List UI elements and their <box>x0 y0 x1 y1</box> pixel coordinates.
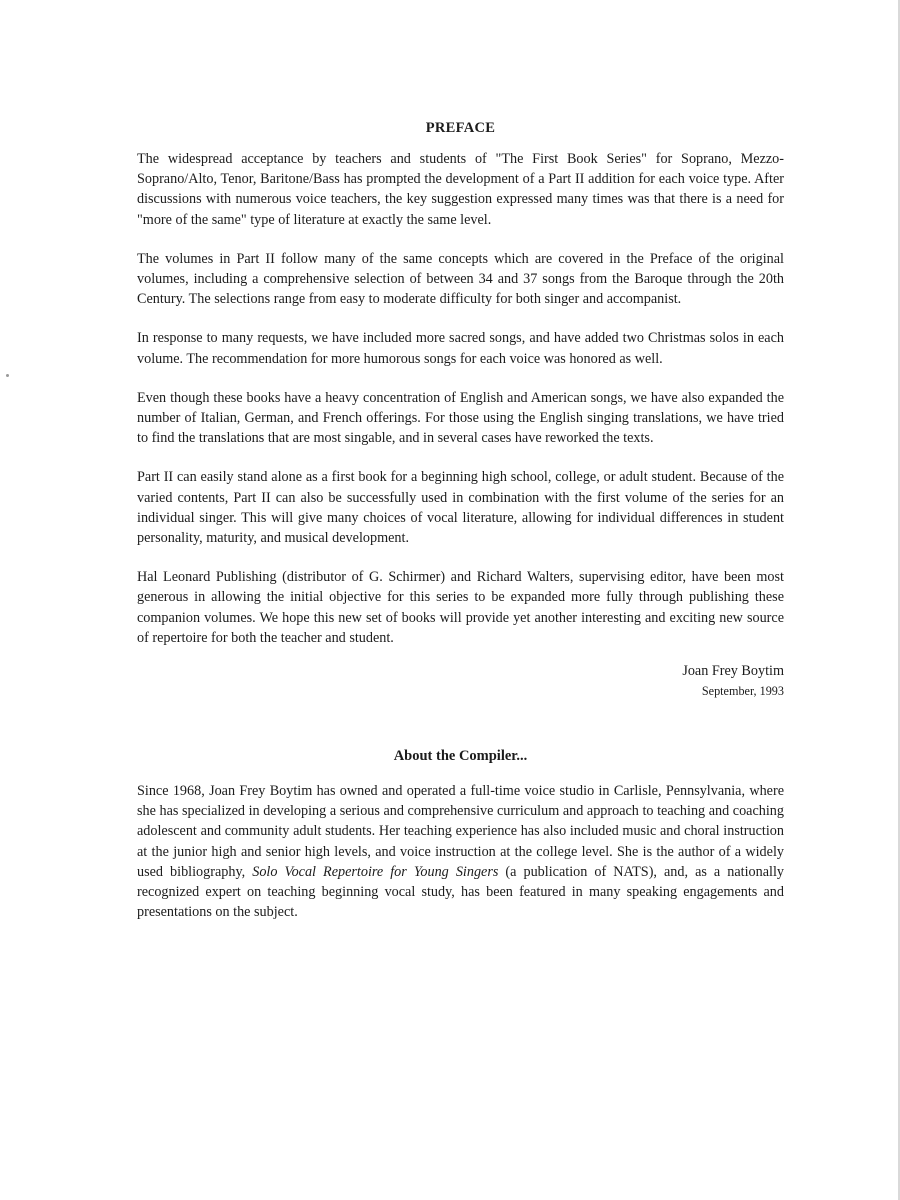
compiler-text-part-1: Since 1968, Joan Frey Boytim has owned and operated a full-time voice studio in Carlisle, Pennsylvania, where she has specialized in developing a serious and comprehensive curriculum and approach to teaching and coaching adolescent and community adult students. Her teaching experience has also included music and choral instruction at the junior high and senior high levels, and voice instruction at the college level. She is the author of a widely used bibliography, <box>137 783 784 880</box>
compiler-book-title: Solo Vocal Repertoire for Young Singers <box>252 863 499 880</box>
preface-paragraph-3: In response to many requests, we have included more sacred songs, and have added two Christmas solos in each volume. The recommendation for more humorous songs for each voice was honored as well. <box>137 330 784 367</box>
page-content <box>137 118 784 941</box>
preface-paragraph-2: The volumes in Part II follow many of the same concepts which are covered in the Preface of the original volumes, including a comprehensive selection of between 34 and 37 songs from the Baroque through the 20th Century. The selections range from easy to moderate difficulty for both singer and accompanist. <box>137 250 784 308</box>
preface-paragraph-5: Part II can easily stand alone as a first book for a beginning high school, college, or adult student. Because of the varied contents, Part II can also be successfully used in combination with the first volume of the series for an individual singer. This will give many choices of vocal literature, allowing for individual differences in student personality, maturity, and musical development. <box>137 469 784 547</box>
preface-title: PREFACE <box>425 120 496 136</box>
signature-name: Joan Frey Boytim <box>682 663 784 680</box>
scan-speck <box>6 374 9 377</box>
compiler-title: About the Compiler... <box>393 748 528 765</box>
signature-block <box>137 661 784 701</box>
preface-paragraph-1: The widespread acceptance by teachers and students of "The First Book Series" for Soprano, Mezzo-Soprano/Alto, Tenor, Baritone/Bass has prompted the development of a Part II addition for each voice type. After discussions with numerous voice teachers, the key suggestion expressed many times was that there is a need for "more of the same" type of literature at exactly the same level. <box>137 151 784 228</box>
preface-paragraph-4: Even though these books have a heavy concentration of English and American songs, we have also expanded the number of Italian, German, and French offerings. For those using the English singing translations, we have tried to find the translations that are most singable, and in several cases have reworked the texts. <box>137 389 784 447</box>
preface-paragraph-6: Hal Leonard Publishing (distributor of G. Schirmer) and Richard Walters, supervising editor, have been most generous in allowing the initial objective for this series to be expanded more fully through publishing these companion volumes. We hope this new set of books will provide yet another interesting and exciting new source of repertoire for both the teacher and student. <box>137 569 784 646</box>
compiler-paragraph <box>137 781 784 922</box>
signature-date: September, 1993 <box>701 684 784 699</box>
compiler-text-part-2: (a publication of NATS), and, as a nationally recognized expert on teaching beginning vocal study, has been featured in many speaking engagements and presentations on the subject. <box>137 863 784 921</box>
